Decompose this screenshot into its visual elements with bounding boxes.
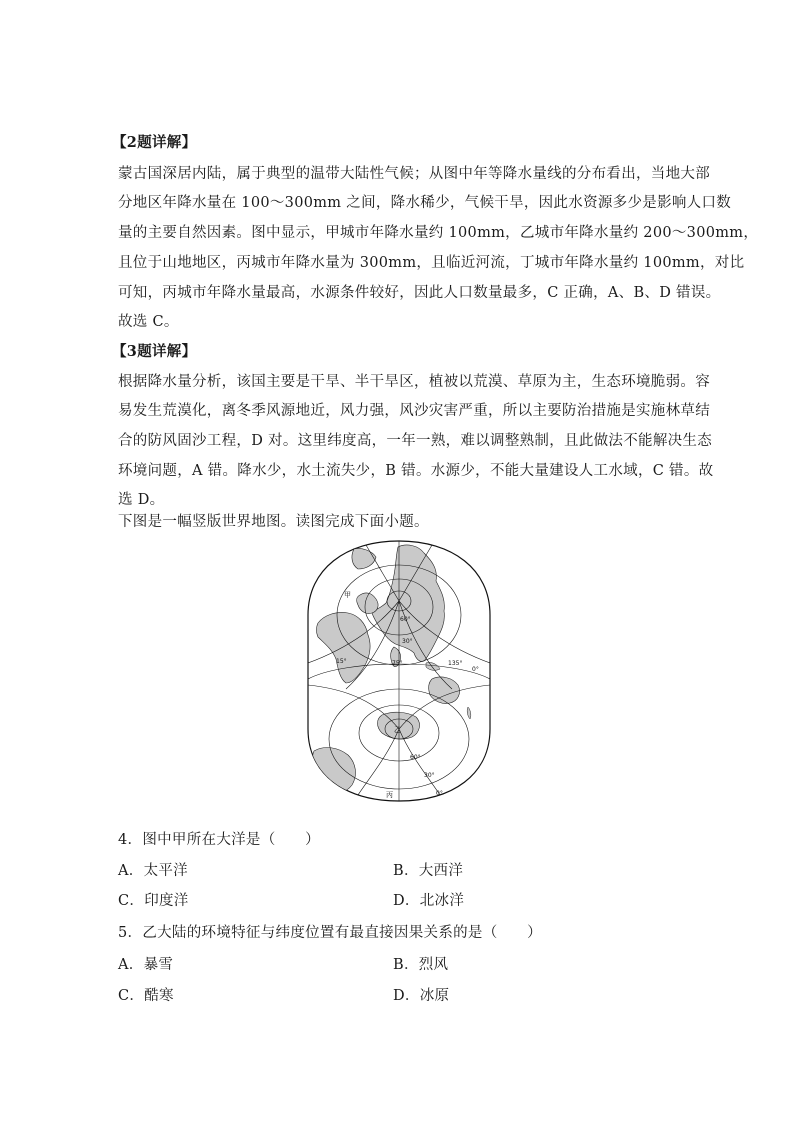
- q2-detail-line-3: 量的主要自然因素。图中显示，甲城市年降水量约 100mm，乙城市年降水量约 200～300mm，: [118, 225, 759, 241]
- q4-option-b[interactable]: B．大西洋: [393, 863, 464, 879]
- q5-stem: 5．乙大陆的环境特征与纬度位置有最直接因果关系的是（ ）: [118, 925, 542, 941]
- label-lat30-bottom: 30°: [424, 772, 435, 779]
- q2-detail-line-1: 蒙古国深居内陆，属于典型的温带大陆性气候；从图中年等降水量线的分布看出，当地大部: [118, 166, 710, 182]
- q2-detail-line-6: 故选 C。: [118, 314, 179, 330]
- q2-detail-line-2: 分地区年降水量在 100～300mm 之间，降水稀少，气候干旱，因此水资源多少是影响人口数: [118, 195, 732, 211]
- label-lat60-bottom: 60°: [410, 754, 421, 761]
- label-lon135: 135°: [448, 660, 463, 667]
- map-intro: 下图是一幅竖版世界地图。读图完成下面小题。: [118, 514, 429, 530]
- q3-detail-heading: 【3题详解】: [112, 343, 197, 360]
- q3-detail-line-3: 合的防风固沙工程，D 对。这里纬度高，一年一熟，难以调整熟制，且此做法不能解决生态: [118, 433, 713, 449]
- q5-option-d[interactable]: D．冰原: [393, 988, 450, 1004]
- q3-detail-line-2: 易发生荒漠化，离冬季风源地近，风力强，风沙灾害严重，所以主要防治措施是实施林草结: [118, 403, 710, 419]
- q4-stem: 4．图中甲所在大洋是（ ）: [118, 832, 320, 848]
- world-map-figure: [306, 539, 492, 803]
- q5-option-a[interactable]: A．暴雪: [118, 957, 174, 973]
- label-lon75: 75°: [392, 660, 403, 667]
- label-bing: 丙: [386, 791, 393, 799]
- q4-option-a[interactable]: A．太平洋: [118, 863, 188, 879]
- q3-detail-line-1: 根据降水量分析，该国主要是干旱、半干旱区，植被以荒漠、草原为主，生态环境脆弱。容: [118, 374, 710, 390]
- q3-detail-line-5: 选 D。: [118, 492, 165, 508]
- q2-detail-line-4: 且位于山地地区，丙城市年降水量为 300mm，且临近河流，丁城市年降水量约 100mm，对比: [118, 255, 745, 271]
- q5-option-b[interactable]: B．烈风: [393, 957, 449, 973]
- label-yi: 乙: [394, 726, 401, 734]
- label-lon15: 15°: [336, 658, 347, 665]
- label-lat60-top: 60°: [400, 616, 411, 623]
- label-jia: 甲: [344, 591, 351, 599]
- q3-detail-line-4: 环境问题，A 错。降水少，水土流失少，B 错。水源少，不能大量建设人工水域，C 错。故: [118, 463, 714, 479]
- q4-option-d[interactable]: D．北冰洋: [393, 893, 465, 909]
- vertical-world-map: [306, 539, 492, 803]
- label-lat30-top: 30°: [402, 638, 413, 645]
- q2-detail-line-5: 可知，丙城市年降水量最高，水源条件较好，因此人口数量最多，C 正确，A、B、D 错误。: [118, 285, 721, 301]
- q4-option-c[interactable]: C．印度洋: [118, 893, 189, 909]
- label-lat0-bottom: 0°: [436, 790, 443, 797]
- label-lat0-top: 0°: [472, 666, 479, 673]
- q2-detail-heading: 【2题详解】: [112, 134, 197, 151]
- q5-option-c[interactable]: C．酷寒: [118, 988, 174, 1004]
